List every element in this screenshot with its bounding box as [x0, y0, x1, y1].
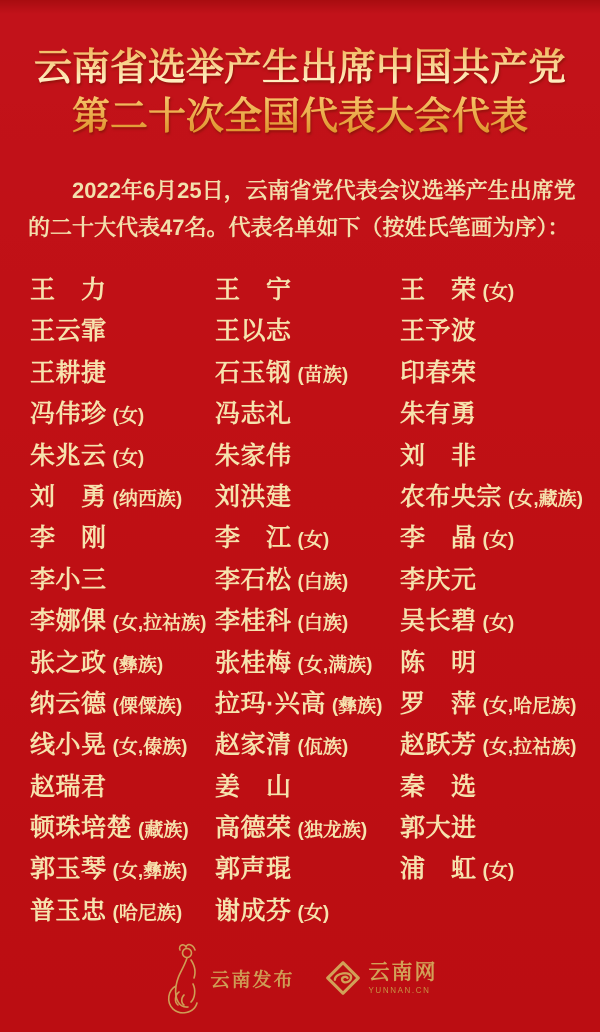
delegate-note: (女)	[482, 282, 515, 303]
yunnan-fabu-logo	[162, 940, 294, 1016]
delegate-entry	[215, 518, 400, 559]
delegate-note: (彝族)	[112, 654, 164, 676]
delegate-name: 李娜倮	[30, 607, 107, 636]
delegate-entry	[400, 684, 600, 725]
delegate-note: (纳西族)	[112, 488, 183, 510]
delegate-entry	[400, 601, 600, 642]
delegate-name: 赵家清	[215, 731, 292, 760]
delegate-entry	[215, 808, 400, 849]
delegate-name: 朱兆云	[30, 441, 107, 470]
delegate-name: 李 晶	[400, 524, 477, 553]
delegate-entry	[30, 436, 215, 477]
delegate-name: 姜 山	[215, 772, 292, 801]
delegate-name: 王 宁	[215, 276, 292, 304]
delegate-name: 王云霏	[30, 317, 107, 346]
yunnan-net-label: 云南网	[368, 960, 438, 984]
peacock-icon	[162, 940, 214, 1016]
delegate-name: 李桂科	[215, 607, 292, 636]
delegate-name: 王 荣	[400, 276, 477, 304]
delegate-entry	[30, 601, 215, 642]
delegate-name: 李 刚	[30, 524, 107, 553]
delegate-note: (女)	[112, 406, 145, 428]
delegate-entry	[215, 725, 400, 766]
delegate-entry	[215, 767, 400, 808]
delegate-entry	[30, 684, 215, 725]
delegate-entry	[400, 311, 600, 352]
delegate-entry	[215, 436, 400, 477]
delegate-name: 王 力	[30, 276, 107, 304]
delegate-entry	[400, 477, 600, 518]
delegate-name: 朱家伟	[215, 441, 292, 470]
delegate-entry	[400, 436, 600, 477]
delegate-entry	[215, 394, 400, 435]
delegate-entry	[215, 311, 400, 352]
delegate-name: 罗 萍	[400, 689, 477, 718]
yunnan-net-logo	[325, 960, 438, 996]
delegate-note: (女)	[482, 530, 515, 552]
delegate-note: (白族)	[297, 571, 349, 593]
delegate-name: 郭玉琴	[30, 855, 107, 884]
delegate-name: 王耕捷	[30, 358, 107, 387]
delegate-name: 李小三	[30, 565, 107, 594]
delegate-note: (苗族)	[297, 364, 349, 386]
delegate-name: 赵跃芳	[400, 731, 477, 760]
delegate-entry	[30, 518, 215, 559]
delegate-name: 冯志礼	[215, 400, 292, 429]
delegate-name: 吴长碧	[400, 607, 477, 636]
delegate-entry	[30, 477, 215, 518]
delegate-name-list	[30, 270, 600, 932]
delegate-entry	[30, 394, 215, 435]
delegate-entry	[400, 394, 600, 435]
poster-title-line1: 云南省选举产生出席中国共产党	[33, 47, 566, 89]
delegate-entry	[30, 725, 215, 766]
delegate-note: (佤族)	[297, 737, 349, 759]
delegate-name: 陈 明	[400, 648, 477, 677]
delegate-name: 秦 选	[400, 772, 477, 801]
delegate-name: 张之政	[30, 648, 107, 677]
delegate-entry	[400, 808, 600, 849]
delegate-note: (女,藏族)	[508, 488, 583, 510]
delegate-note: (女,彝族)	[112, 861, 188, 883]
delegate-entry	[215, 684, 400, 725]
delegate-name: 石玉钢	[215, 358, 292, 387]
delegate-note: (女)	[482, 613, 515, 635]
delegate-entry	[400, 643, 600, 684]
yunnan-net-labels	[369, 962, 438, 995]
delegate-name: 浦 虹	[400, 855, 477, 884]
delegate-name: 李石松	[215, 565, 292, 594]
delegate-name: 郭声琨	[215, 855, 292, 884]
delegate-entry	[400, 270, 600, 311]
delegate-entry	[30, 767, 215, 808]
delegate-note: (彝族)	[331, 695, 383, 717]
delegate-entry	[400, 518, 600, 559]
delegate-name: 王予波	[400, 317, 477, 346]
delegate-note: (女)	[482, 861, 515, 883]
delegate-name: 王以志	[215, 317, 292, 346]
delegate-entry	[30, 560, 215, 601]
delegate-name: 郭大进	[400, 814, 477, 843]
delegate-note: (傈僳族)	[112, 695, 183, 717]
delegate-note: (藏族)	[138, 820, 189, 842]
delegate-note: (女)	[297, 530, 330, 552]
poster-title-line2: 第二十次全国代表大会代表	[71, 96, 528, 138]
yunnan-fabu-label: 云南发布	[210, 969, 295, 991]
delegate-name: 刘洪建	[215, 482, 292, 511]
delegate-entry	[30, 270, 215, 311]
delegate-note: (女,哈尼族)	[482, 695, 577, 717]
delegate-note: (女,拉祜族)	[482, 737, 577, 759]
poster-title	[0, 44, 600, 142]
intro-line1: 2022年6月25日，云南省党代表会议选举产生出席党	[72, 178, 576, 203]
cloud-diamond-icon	[325, 960, 361, 996]
delegate-name: 冯伟珍	[30, 400, 107, 429]
delegate-entry	[400, 353, 600, 394]
footer	[0, 940, 600, 1016]
delegate-name: 印春荣	[400, 358, 477, 387]
delegate-entry	[400, 725, 600, 766]
delegate-name: 赵瑞君	[30, 772, 107, 801]
delegate-note: (女,拉祜族)	[112, 613, 207, 635]
delegate-note: (女)	[112, 447, 145, 469]
delegate-entry	[215, 643, 400, 684]
delegate-entry	[30, 311, 215, 352]
delegate-name: 纳云德	[30, 689, 107, 718]
delegate-name: 谢成芬	[215, 896, 292, 925]
delegate-note: (独龙族)	[297, 820, 368, 842]
delegate-entry	[400, 767, 600, 808]
delegate-name: 刘 勇	[30, 482, 107, 511]
delegate-entry	[215, 477, 400, 518]
intro-paragraph	[28, 172, 576, 246]
delegate-note: (女)	[297, 902, 330, 924]
delegate-name: 普玉忠	[30, 896, 107, 925]
delegate-entry	[400, 849, 600, 890]
delegate-name: 李庆元	[400, 565, 477, 594]
delegate-entry	[30, 808, 215, 849]
delegate-note: (白族)	[297, 613, 349, 635]
delegate-entry	[30, 849, 215, 890]
delegate-entry	[30, 891, 215, 932]
delegate-entry	[215, 601, 400, 642]
delegate-note: (女,满族)	[297, 654, 373, 676]
delegate-name: 高德荣	[215, 814, 292, 843]
delegate-entry	[215, 560, 400, 601]
delegate-name: 拉玛·兴高	[215, 689, 326, 718]
delegate-entry	[30, 643, 215, 684]
delegate-entry	[400, 560, 600, 601]
delegate-name: 刘 非	[400, 441, 477, 470]
delegate-entry	[215, 270, 400, 311]
delegate-entry	[215, 849, 400, 890]
delegate-entry	[215, 891, 400, 932]
delegate-name: 线小晃	[30, 731, 107, 760]
intro-line2: 的二十大代表47名。代表名单如下（按姓氏笔画为序）：	[28, 215, 570, 240]
delegate-name: 张桂梅	[215, 648, 292, 677]
delegate-name: 农布央宗	[400, 482, 503, 511]
delegate-note: (女,傣族)	[112, 737, 188, 759]
delegate-name: 顿珠培楚	[30, 814, 133, 843]
delegate-entry	[215, 353, 400, 394]
delegate-note: (哈尼族)	[112, 902, 183, 924]
yunnan-net-url-label: YUNNAN.CN	[368, 985, 431, 995]
delegate-name: 李 江	[215, 524, 292, 553]
delegate-name: 朱有勇	[400, 400, 477, 429]
delegate-entry	[30, 353, 215, 394]
